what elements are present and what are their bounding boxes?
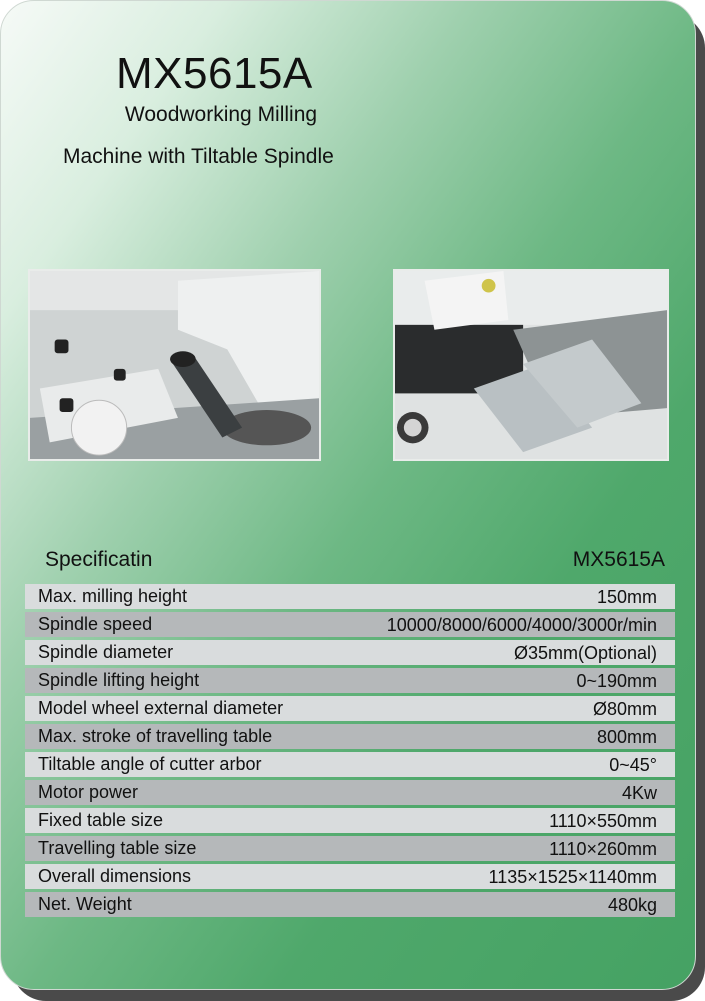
spec-name: Spindle diameter: [38, 642, 174, 662]
spec-value: 800mm: [596, 727, 657, 747]
spec-row: [25, 864, 675, 889]
spec-row: [25, 696, 675, 721]
spec-name: Net. Weight: [38, 894, 132, 914]
spec-value: 1135×1525×1140mm: [488, 867, 657, 887]
spec-row: [25, 808, 675, 833]
spec-name: Tiltable angle of cutter arbor: [38, 754, 262, 774]
spec-value: Ø35mm(Optional): [513, 643, 657, 663]
spec-header-label: Specificatin: [45, 548, 153, 571]
spec-value: 10000/8000/6000/4000/3000r/min: [386, 615, 657, 635]
spec-row: [25, 836, 675, 861]
spec-value: 480kg: [607, 895, 657, 915]
spec-value: 0~45°: [609, 755, 657, 775]
spec-name: Motor power: [38, 782, 139, 802]
spec-row: [25, 668, 675, 693]
spec-row: [25, 612, 675, 637]
model-title: MX5615A: [116, 49, 313, 98]
spec-name: Travelling table size: [38, 838, 197, 858]
spec-value: 1110×260mm: [549, 839, 657, 859]
spec-row: [25, 724, 675, 749]
spec-table: [25, 584, 675, 920]
spec-value: 0~190mm: [576, 671, 657, 691]
spec-name: Overall dimensions: [38, 866, 192, 886]
spec-value: 4Kw: [621, 783, 657, 803]
spec-name: Spindle lifting height: [38, 670, 200, 690]
subtitle-line-1: Woodworking Milling: [124, 103, 318, 126]
spec-value: 150mm: [596, 587, 657, 607]
spec-row: [25, 780, 675, 805]
spec-name: Spindle speed: [38, 614, 153, 634]
spec-name: Model wheel external diameter: [38, 698, 284, 718]
spec-name: Fixed table size: [38, 810, 164, 830]
table-photo: [393, 269, 669, 461]
spec-value: Ø80mm: [592, 699, 657, 719]
spindle-photo: [28, 269, 321, 461]
subtitle-line-2: Machine with Tiltable Spindle: [63, 145, 334, 168]
spec-name: Max. stroke of travelling table: [38, 726, 273, 746]
spec-row: [25, 752, 675, 777]
spec-header-model: MX5615A: [572, 548, 665, 571]
spec-header: [25, 544, 675, 576]
spec-row: [25, 892, 675, 917]
spec-value: 1110×550mm: [549, 811, 657, 831]
spec-name: Max. milling height: [38, 586, 188, 606]
spec-row: [25, 584, 675, 609]
spec-row: [25, 640, 675, 665]
